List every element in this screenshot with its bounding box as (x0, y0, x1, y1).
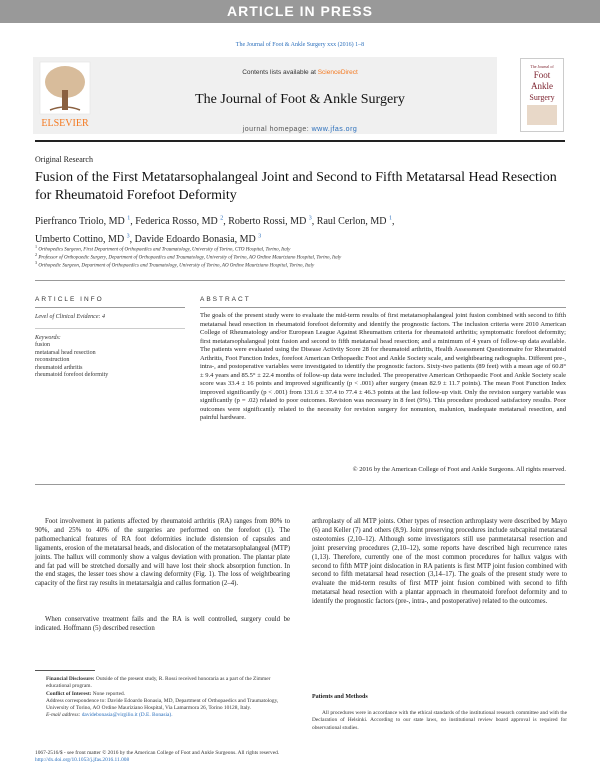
author-name: Raul Cerlon, MD (316, 216, 387, 228)
journal-citation-link[interactable]: The Journal of Foot & Ankle Surgery xxx (2016) 1–8 (235, 42, 365, 48)
author-name: Roberto Rossi, MD (228, 216, 307, 228)
affiliation (35, 260, 565, 269)
author-sep: , (129, 233, 135, 245)
journal-cover-thumbnail (520, 58, 564, 132)
keywords-label: Keywords: (35, 334, 61, 341)
article-info-heading: ARTICLE INFO (35, 296, 104, 303)
author-list (35, 212, 565, 247)
publisher-name: ELSEVIER (41, 118, 89, 129)
doi-link[interactable]: http://dx.doi.org/10.1053/j.jfas.2016.11.008 (35, 757, 130, 763)
article-info-rule (35, 307, 185, 308)
author-affil-sup: 2 (220, 216, 224, 222)
affiliation-sup: 3 (35, 260, 38, 265)
cover-text-3: Ankle (531, 81, 553, 91)
abstract-text: The goals of the present study were to evaluate the mid-term results of first metatarsophalangeal joint fusion combined with second to fifth metatarsal head resection in rheumatoid forefoot deformity and identify the prognostic factors. The inclusion criteria were 2010 American College of Rheumatology and/or European League Against Rheumatism criteria for rheumatoid arthritis; symptomatic forefoot deformity; first metatarsophalangeal joint fusion and second to fifth metatarsal head resection; and a minimum of 4 years of follow-up data available. The patients were evaluated using the Disease Activity Score 28 for rheumatoid arthritis, Health Assessment Questionnaire for Rheumatoid Arthritis, Foot Function Index, forefoot American Orthopaedic Foot and Ankle Society scale, and weightbearing radiographs. Different pre-, intra-, and postoperative variables were investigated to identify the prognostic factors. Sixty-two patients (89 feet) with a mean age of 60.8° ± 9.4 years and 85.5° ± 22.4 months of follow-up data were included. The preoperative American Orthopaedic Foot and Ankle Society scale score was 33.4 ± 16 points and improved significantly (p < .001) after surgery (mean 82.9 ± 11.7 points). The mean Foot Function Index improved significantly (p < .001) from 131.6 ± 37.4 to 77.4 ± 46.3 points at the last follow-up visit. Only the revision surgery variable was significantly (p = .02) related to poor outcomes. Revision was necessary in 8 feet (9%). This procedure produced satisfactory results. Poor outcomes were significantly related to the necessity for revision surgery for nonunion, malunion, inadequate metatarsal resection, and painful hardware. (200, 312, 566, 421)
contents-line (0, 69, 600, 76)
abstract-heading: ABSTRACT (200, 296, 251, 303)
footnote-rule (35, 670, 95, 671)
sciencedirect-link[interactable]: ScienceDirect (317, 69, 358, 76)
article-in-press-banner: ARTICLE IN PRESS (0, 0, 600, 23)
financial-disclosure-text: Outside of the present study, R. Rossi received honoraria as a part of the Zimmer educational program. (46, 676, 271, 690)
contents-prefix: Contents lists available at (242, 69, 318, 76)
conflict-of-interest (46, 691, 290, 698)
cover-text-2: Foot (533, 70, 551, 80)
author-sep: , (392, 216, 395, 228)
author[interactable] (228, 216, 317, 227)
homepage-prefix: journal homepage: (242, 126, 312, 133)
header-rule (35, 140, 565, 142)
article-info-inner-rule (35, 328, 185, 329)
correspondence-address: Address correspondence to: Davide Edoardo Bonasia, MD, Department of Orthopaedics and Traumatology, University of Torino, AO Ordine Mauriziano Hospital, Via Lamarmora 26, Torino 10128, Italy. (46, 697, 279, 712)
author[interactable] (135, 234, 262, 245)
section-label: Original Research (35, 155, 93, 164)
author-sep: , (311, 216, 317, 228)
keyword[interactable]: fusion (35, 342, 50, 348)
author[interactable] (317, 216, 395, 227)
author-name: Umberto Cottino, MD (35, 233, 125, 245)
author-sep: , (223, 216, 229, 228)
email-label: E-mail address: (46, 712, 81, 719)
author-name: Pierfranco Triolo, MD (35, 216, 125, 228)
issn-line: 1067-2516/$ - see front matter © 2016 by the American College of Foot and Ankle Surgeons. All rights reserved. (35, 750, 280, 756)
abstract-bottom-rule (35, 484, 565, 485)
keyword[interactable]: rheumatoid arthritis (35, 364, 83, 371)
affiliation-text: Professor of Orthopaedic Surgery, Department of Orthopaedics and Traumatology, University of Torino, AO Ordine Mauriziano Hospital, Torino, Italy (38, 255, 342, 261)
author-affil-sup: 3 (126, 233, 130, 240)
author-affil-sup: 3 (308, 216, 312, 222)
author-sep: , (130, 216, 136, 228)
financial-disclosure-label: Financial Disclosure: (46, 676, 95, 682)
affiliation-sup: 1 (35, 244, 38, 249)
email-link[interactable]: davidebonasia@virgilio.it (D.E. Bonasia). (80, 712, 173, 719)
financial-disclosure (46, 676, 290, 691)
intro-paragraph-right: arthroplasty of all MTP joints. Other types of resection arthroplasty were described by Mayo (6) and Keller (7) and others (8,9). Joint preserving procedures include subcapital metatarsal osteotomies (2,10–12). Although some investigators still use panmetatarsal resection and joint preserving procedures (2,10–12), some reports have described high recurrence rates (1,13). Therefore, currently one of the most common procedures for hallux valgus with second to fifth MTP joint dislocation in RA patients is first MTP joint fusion combined with second to fifth metatarsal head resection (3,14–17). The goals of the present study were to evaluate the mid-term results of first MTP joint fusion combined with second to fifth metatarsal head resection with a plantar approach in rheumatoid forefoot deformity and to identify the prognostic factors (pre-, intra-, and postoperative) related to the outcomes. (312, 518, 567, 606)
author[interactable] (135, 216, 228, 227)
footnotes (46, 676, 290, 720)
affiliation-rule (35, 280, 565, 281)
patients-methods-heading: Patients and Methods (312, 694, 368, 700)
patients-methods-text: All procedures were in accordance with the ethical standards of the institutional research committee and with the Declaration of Helsinki. According to our state laws, no institutional review board approval is required for observational studies. (312, 710, 567, 731)
article-info-panel (35, 314, 165, 380)
bottom-matter (35, 750, 435, 764)
author-affil-sup: 3 (258, 233, 262, 240)
author[interactable] (35, 216, 135, 227)
affiliation-text: Orthopedics Surgeon, First Department of Orthopaedics and Traumatology, University of Torino, CTO Hospital, Torino, Italy (38, 247, 291, 253)
journal-title: The Journal of Foot & Ankle Surgery (195, 92, 405, 107)
author[interactable] (35, 234, 135, 245)
conflict-of-interest-label: Conflict of Interest: (46, 690, 92, 697)
keyword[interactable]: metatarsal head resection (35, 349, 96, 356)
keyword[interactable]: reconstruction (35, 357, 70, 363)
cover-text-4: Surgery (529, 93, 555, 102)
author-affil-sup: 1 (389, 216, 393, 222)
cover-text-1: The Journal of (530, 64, 554, 69)
affiliation-text: Orthopedic Surgeon, Department of Orthopaedics and Traumatology, University of Torino, AO Ordine Mauriziano Hospital, Torino, Italy (38, 263, 315, 269)
intro-paragraph-1: Foot involvement in patients affected by rheumatoid arthritis (RA) ranges from 80% to 90%, and 25% to 40% of the surgeries are performed on the forefoot (1). The pathomechanical features of RA foot deformities include distension of capsules and ligaments, erosion of the metatarsal heads, and dislocation of the metatarsophalangeal (MTP) joints. The hallux will commonly show a valgus deviation with pronation. The plantar plate and fat pad will be stretched dorsally and will have lost their shock absorption function. In the end stages, the lesser toes show a clawing deformity (Fig. 1). The loss of weightbearing capacity of the first ray results in metatarsalgia and callus formation (2–4). (35, 518, 290, 588)
affiliation-sup: 2 (35, 252, 38, 257)
article-title: Fusion of the First Metatarsophalangeal Joint and Second to Fifth Metatarsal Head Resection for Rheumatoid Forefoot Deformity (35, 170, 557, 203)
author-affil-sup: 1 (127, 216, 131, 222)
author-name: Federica Rosso, MD (135, 216, 218, 228)
intro-paragraph-2: When conservative treatment fails and the RA is well controlled, surgery could be indicated. Hoffmann (5) described resection (35, 616, 290, 632)
conflict-of-interest-text: None reported. (91, 690, 126, 697)
journal-homepage (0, 126, 600, 133)
evidence-level: Level of Clinical Evidence: 4 (35, 314, 105, 320)
homepage-link[interactable]: www.jfas.org (311, 126, 358, 133)
author-name: Davide Edoardo Bonasia, MD (134, 233, 256, 245)
keyword[interactable]: rheumatoid forefoot deformity (35, 372, 109, 378)
abstract-rule (200, 307, 566, 308)
email-line (46, 712, 290, 719)
abstract-copyright: © 2016 by the American College of Foot and Ankle Surgeons. All rights reserved. (352, 466, 566, 473)
